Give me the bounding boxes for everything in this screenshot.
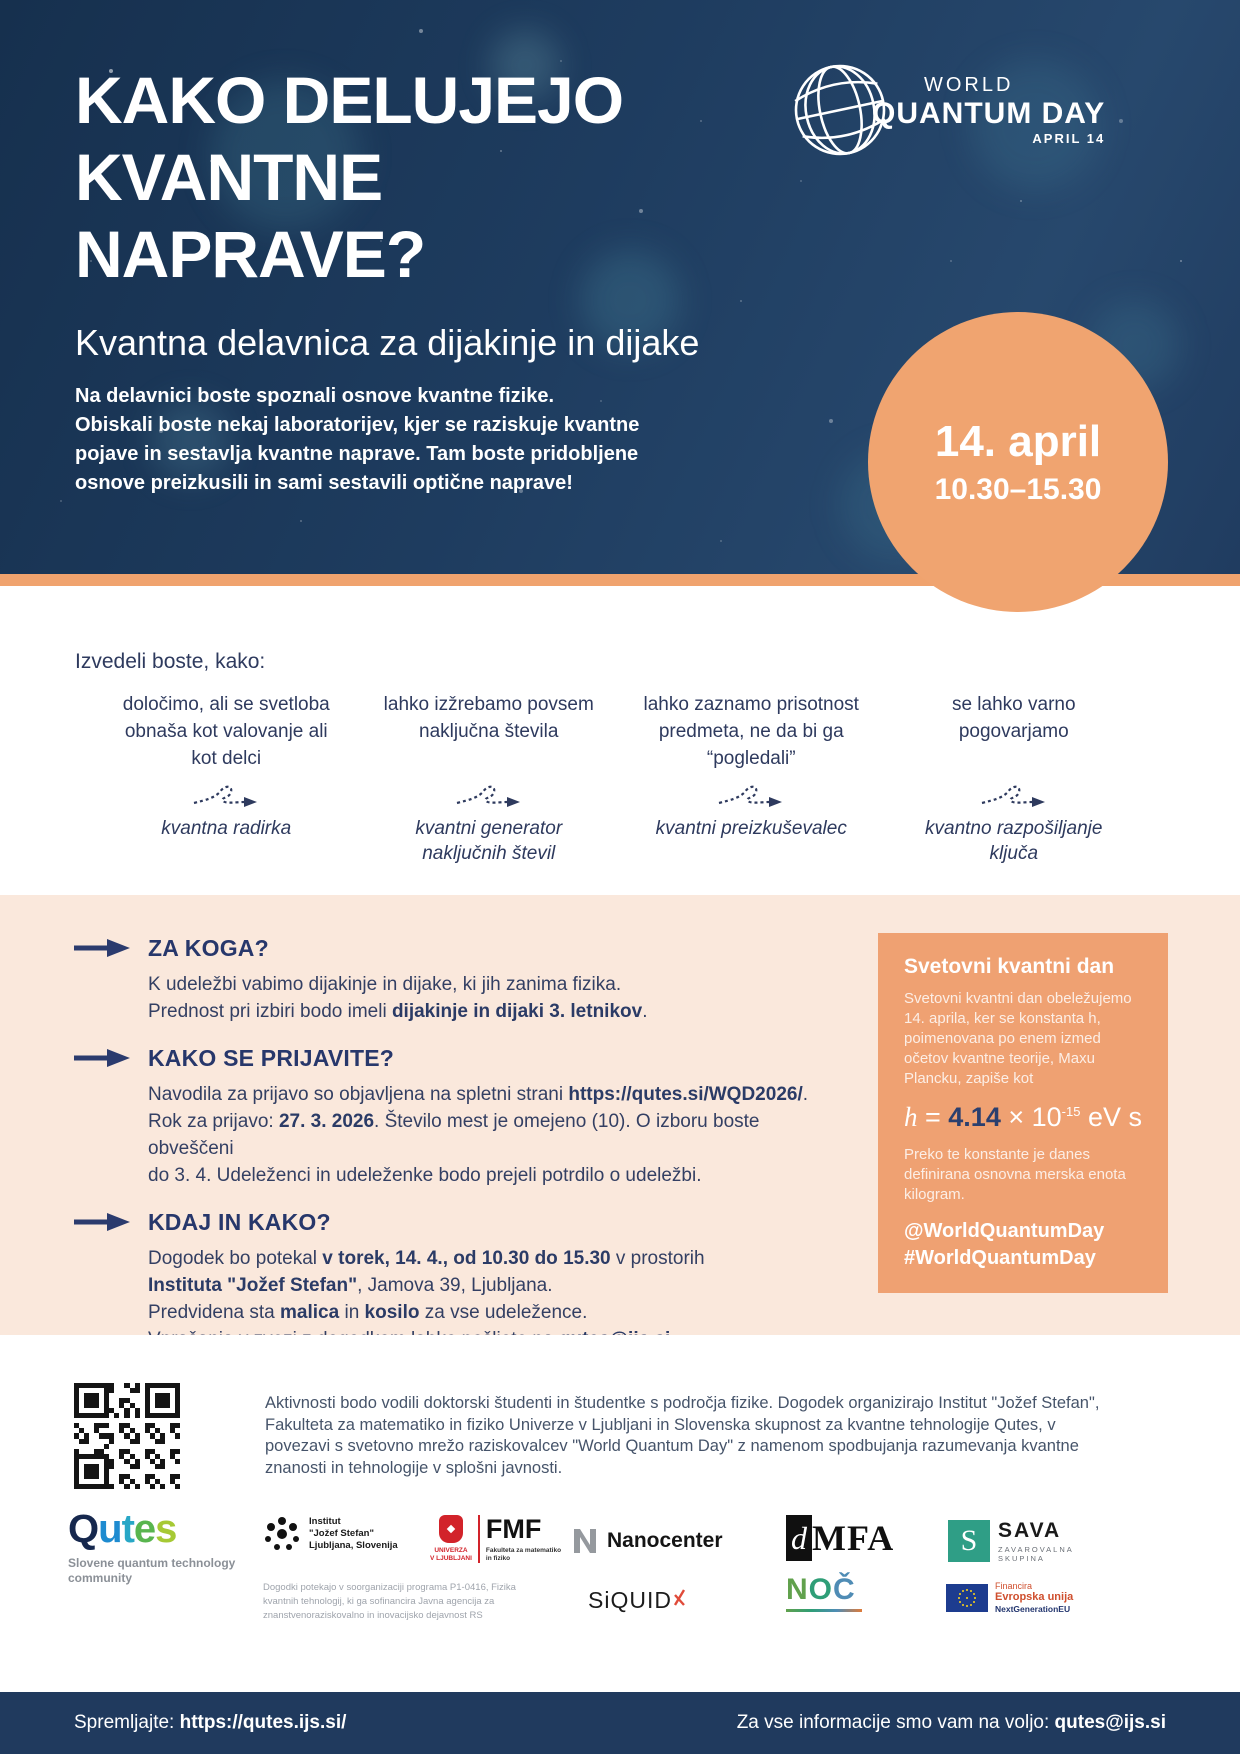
eu-funding-logo <box>946 1581 1073 1614</box>
fmf-left-column <box>430 1515 472 1563</box>
intro-line: Obiskali boste nekaj laboratorijev, kjer se raziskuje kvantne <box>75 414 640 436</box>
fmf-university-text: UNIVERZA V LJUBLJANI <box>430 1547 472 1562</box>
doodle-arrow-icon <box>715 782 787 810</box>
formula-exponent: -15 <box>1061 1104 1081 1119</box>
noc-wordmark <box>786 1573 862 1607</box>
wqd-april-14: APRIL 14 <box>1032 131 1106 146</box>
researchers-night-logo <box>786 1573 862 1612</box>
learn-item-label: kvantni preizkuševalec <box>655 818 847 839</box>
box-paragraph: Svetovni kvantni dan obeležujemo 14. aprila, ker se konstanta h, poimenovana po enem izmed očetov kvantne teorije, Maxu Plancku, zapiše kot <box>904 990 1132 1087</box>
contact-info <box>737 1712 1166 1734</box>
social-handle-hash: #WorldQuantumDay <box>904 1247 1096 1269</box>
event-time: 10.30–15.30 <box>934 473 1102 506</box>
learn-item-text: lahko izžrebamo povsem naključna števila <box>383 694 594 742</box>
social-handle-at: @WorldQuantumDay <box>904 1220 1105 1242</box>
block-line: Rok za prijavo: 27. 3. 2026. Število mest je omejeno (10). O izboru boste obveščeni <box>148 1111 760 1159</box>
nanocenter-name: Nanocenter <box>607 1529 723 1552</box>
formula-equals: = <box>917 1102 949 1132</box>
doodle-arrow-icon <box>978 782 1050 810</box>
nanocenter-logo <box>572 1527 723 1555</box>
formula-variable: h <box>904 1102 918 1132</box>
fmf-emblem-icon <box>439 1515 463 1543</box>
learn-item-key-distribution <box>888 691 1141 866</box>
block-line: Navodila za prijavo so objavljena na spletni strani https://qutes.si/WQD2026/. <box>148 1084 809 1105</box>
dmfa-logo <box>786 1515 894 1561</box>
learn-item-label: kvantno razpošiljanje ključa <box>925 818 1103 864</box>
block-heading: KAKO SE PRIJAVITE? <box>148 1045 394 1071</box>
ijs-text <box>309 1516 398 1552</box>
sava-s-icon: S <box>948 1520 990 1562</box>
block-line: Prednost pri izbiri bodo imeli dijakinje in dijaki 3. letnikov. <box>148 1001 648 1022</box>
eu-line: Evropska unija <box>995 1591 1074 1603</box>
formula-coefficient: 4.14 <box>948 1102 1001 1132</box>
wqd-world: WORLD <box>924 74 1014 96</box>
info-section <box>0 895 1240 1335</box>
eu-line: Financira <box>995 1581 1033 1591</box>
dmfa-letters: MFA <box>812 1518 895 1558</box>
learn-item-interaction-free <box>625 691 878 866</box>
qutes-wordmark <box>68 1507 238 1552</box>
formula-unit: eV s <box>1080 1102 1142 1132</box>
learn-section <box>0 598 1240 895</box>
ijs-line: "Jožef Stefan" <box>309 1528 374 1539</box>
learn-item-text: lahko zaznamo prisotnost predmeta, ne da bi ga “pogledali” <box>643 694 859 769</box>
organizers-paragraph: Aktivnosti bodo vodili doktorski študenti in študentke s področja fizike. Dogodek organizirajo Institut "Jožef Stefan", Fakulteta za matematiko in fiziko Univerze v Ljubljani in Slovenska skupnost za kvantne tehnologije Qutes, v povezavi s svetovno mrežo raziskovalcev "World Quantum Day" z namenom spodbujanja razumevanja kvantne znanosti in tehnologije v splošni javnosti. <box>265 1394 1100 1477</box>
poster-subtitle: Kvantna delavnica za dijakinje in dijake <box>75 322 700 363</box>
ijs-logo <box>263 1515 398 1553</box>
bottom-bar <box>0 1692 1240 1754</box>
arrow-right-icon <box>74 1212 132 1232</box>
date-badge <box>868 312 1168 612</box>
planck-constant-formula <box>904 1102 1142 1133</box>
intro-line: Na delavnici boste spoznali osnove kvantne fizike. <box>75 385 555 407</box>
qutes-logo <box>68 1507 238 1586</box>
block-line: do 3. 4. Udeleženci in udeleženke bodo prejeli potrdilo o udeležbi. <box>148 1165 702 1186</box>
intro-paragraph <box>75 382 639 498</box>
block-heading: KDAJ IN KAKO? <box>148 1209 331 1235</box>
title-line: NAPRAVE? <box>75 217 426 291</box>
fmf-faculty-text: Fakulteta za matematiko in fiziko <box>485 1547 562 1562</box>
block-heading: ZA KOGA? <box>148 935 269 961</box>
eu-text <box>995 1581 1073 1614</box>
box-heading: Svetovni kvantni dan <box>904 955 1115 978</box>
dmfa-d-box: d <box>786 1515 812 1561</box>
info-blocks <box>74 935 814 1373</box>
intro-line: pojave in sestavlja kvantne naprave. Tam boste pridobljene <box>75 443 639 465</box>
sava-name: SAVA <box>998 1519 1062 1542</box>
sava-logo <box>948 1519 1074 1563</box>
qutes-letter: t <box>121 1507 134 1551</box>
eu-flag-icon <box>946 1584 988 1612</box>
contact-email-link[interactable]: qutes@ijs.si <box>1054 1712 1166 1733</box>
learn-item-quantum-eraser <box>100 691 353 866</box>
funding-note: Dogodki potekajo v soorganizaciji programa P1-0416, Fizika kvantnih tehnologij, ki ga sofinancira Javna agencija za znanstvenoraziskovalno in inovacijsko dejavnost RS <box>263 1582 516 1621</box>
wqd-quantum-day: QUANTUM DAY <box>872 97 1106 130</box>
event-date: 14. april <box>934 417 1102 466</box>
sava-subtitle: ZAVAROVALNA SKUPINA <box>998 1545 1074 1563</box>
qr-code <box>74 1383 180 1489</box>
block-line: Instituta "Jožef Stefan", Jamova 39, Ljubljana. <box>148 1275 553 1296</box>
fmf-logo <box>430 1515 561 1563</box>
noc-letter: Č <box>833 1573 856 1606</box>
qutes-letter: u <box>98 1507 122 1551</box>
fmf-right-column <box>478 1515 561 1563</box>
siquid-logo <box>588 1587 688 1614</box>
doodle-arrow-icon <box>190 782 262 810</box>
footer-section <box>0 1335 1240 1692</box>
learn-heading: Izvedeli boste, kako: <box>75 650 266 673</box>
block-line: Dogodek bo potekal v torek, 14. 4., od 10.30 do 15.30 v prostorih <box>148 1248 705 1269</box>
noc-color-bar <box>786 1609 862 1612</box>
poster-title <box>75 62 623 293</box>
social-handles <box>904 1218 1142 1272</box>
learn-item-label: kvantna radirka <box>161 818 292 839</box>
siquid-arrow-icon <box>672 1587 688 1607</box>
box-paragraph-2: Preko te konstante je danes definirana osnovna merska enota kilogram. <box>904 1146 1126 1203</box>
intro-line: osnove preizkusili in sami sestavili optične naprave! <box>75 472 573 494</box>
world-quantum-day-box <box>878 933 1168 1293</box>
eu-stars-icon <box>966 1597 968 1599</box>
eu-line: NextGenerationEU <box>995 1604 1071 1614</box>
block-kdaj-in-kako <box>74 1209 814 1353</box>
formula-times-ten: × 10 <box>1000 1102 1062 1132</box>
block-line: Predvidena sta malica in kosilo za vse udeležence. <box>148 1302 588 1323</box>
learn-item-text: se lahko varno pogovarjamo <box>951 694 1076 742</box>
follow-label: Spremljajte: <box>74 1712 180 1733</box>
arrow-right-icon <box>74 1048 132 1068</box>
block-za-koga <box>74 935 814 1025</box>
learn-item-label: kvantni generator naključnih števil <box>415 818 563 864</box>
learn-item-text: določimo, ali se svetloba obnaša kot valovanje ali kot delci <box>122 694 330 769</box>
title-line: KVANTNE <box>75 140 383 214</box>
star-field <box>0 0 2 2</box>
qutes-letter: e <box>133 1507 156 1551</box>
doodle-arrow-icon <box>453 782 525 810</box>
siquid-name: SiQUID <box>588 1587 672 1613</box>
noc-letter: N <box>786 1573 809 1606</box>
block-kako-se-prijavite <box>74 1045 814 1189</box>
wqd-logo-text <box>872 74 1105 146</box>
title-line: KAKO DELUJEJO <box>75 63 624 137</box>
globe-icon <box>783 53 897 167</box>
qutes-letter: Q <box>68 1507 99 1551</box>
arrow-right-icon <box>74 938 132 958</box>
fmf-abbr: FMF <box>485 1514 542 1544</box>
qutes-tagline: Slovene quantum technology community <box>68 1556 236 1585</box>
qutes-website-link[interactable]: https://qutes.ijs.si/ <box>179 1712 347 1733</box>
noc-letter: O <box>808 1573 834 1606</box>
follow-us <box>74 1712 346 1734</box>
nanocenter-n-icon <box>572 1527 600 1555</box>
sava-text <box>998 1519 1074 1563</box>
ijs-line: Institut <box>309 1516 341 1527</box>
learn-item-random-numbers <box>363 691 616 866</box>
block-line: K udeležbi vabimo dijakinje in dijake, ki jih zanima fizika. <box>148 974 622 995</box>
contact-label: Za vse informacije smo vam na voljo: <box>736 1712 1055 1733</box>
qutes-letter: s <box>155 1507 177 1551</box>
learn-grid <box>100 691 1140 866</box>
world-quantum-day-logo <box>792 62 1105 158</box>
ijs-dots-icon <box>263 1515 301 1553</box>
ijs-line: Ljubljana, Slovenija <box>309 1540 398 1551</box>
